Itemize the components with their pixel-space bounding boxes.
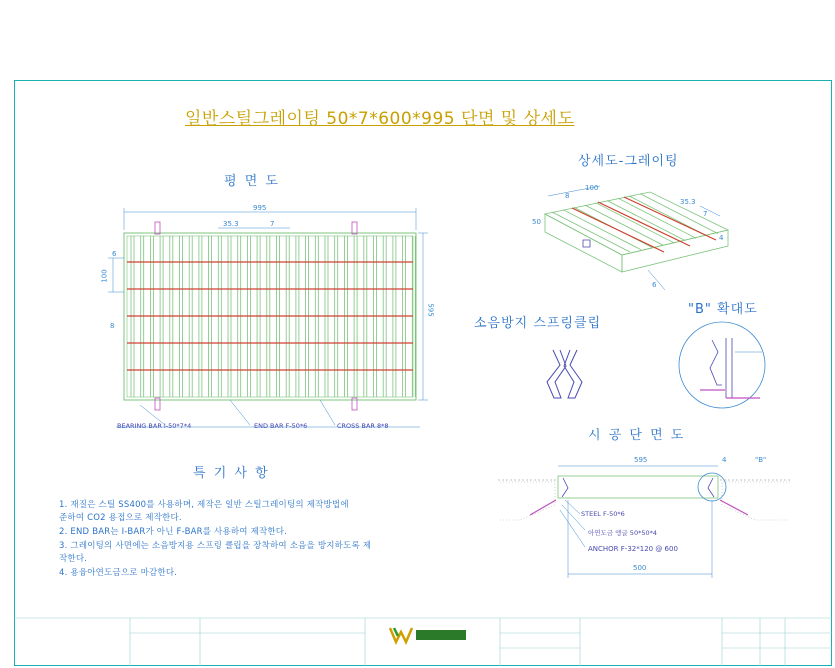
notes-title: 특 기 사 항 xyxy=(193,466,270,481)
detail-dim-35: 35.3 xyxy=(680,198,696,206)
clip-title: 소음방지 스프링클립 xyxy=(474,316,602,331)
title-block xyxy=(14,618,832,666)
plan-dim-cross-pitch: 100 xyxy=(100,269,109,283)
drawing-title: 일반스틸그레이팅 50*7*600*995 단면 및 상세도 xyxy=(185,109,575,129)
section-b-marker: "B" xyxy=(755,456,767,464)
section-dim-4: 4 xyxy=(722,456,727,464)
bearing-bar-label: BEARING BAR I-50*7*4 xyxy=(117,422,192,430)
detail-title: 상세도-그레이팅 xyxy=(578,154,679,169)
note-line-1: 1. 재질은 스틸 SS400를 사용하며, 제작은 일반 스틸그레이팅의 제작방법에 xyxy=(59,500,349,510)
steel-label: STEEL F-50*6 xyxy=(581,510,625,518)
construction-section xyxy=(498,466,790,578)
plan-dim-8: 8 xyxy=(110,322,115,330)
section-title: 시 공 단 면 도 xyxy=(588,428,686,443)
section-dim-595: 595 xyxy=(634,456,648,464)
plan-view-title: 평 면 도 xyxy=(224,174,280,189)
anchor-label: ANCHOR F-32*120 @ 600 xyxy=(588,545,678,553)
cross-bar-label: CROSS BAR 8*8 xyxy=(337,422,389,430)
note-line-6: 4. 용융아연도금으로 마감한다. xyxy=(59,568,178,578)
b-enlarge-detail xyxy=(679,322,765,408)
note-line-3: 2. END BAR는 I-BAR가 아닌 F-BAR를 사용하여 제작한다. xyxy=(59,527,288,537)
enlarge-title: "B" 확대도 xyxy=(688,302,758,317)
iso-bearing-bar xyxy=(585,205,663,245)
plan-view-grating xyxy=(124,222,416,410)
detail-dim-50: 50 xyxy=(532,218,541,226)
iso-bearing-bar xyxy=(596,203,674,243)
plan-dim-pitch: 35.3 xyxy=(223,220,239,228)
plan-dim-height: 595 xyxy=(426,303,435,317)
plan-dimension-lines xyxy=(108,208,428,427)
detail-isometric xyxy=(545,186,728,290)
detail-dim-6: 6 xyxy=(652,281,657,289)
detail-dim-8: 8 xyxy=(565,192,570,200)
angle-label: 아연도금 앵글 50*50*4 xyxy=(588,529,657,537)
note-line-2: 준하여 CO2 용접으로 제작한다. xyxy=(59,513,182,523)
iso-bearing-bar xyxy=(552,212,630,252)
end-bar-label: END BAR F-50*6 xyxy=(254,422,308,430)
plan-dim-bar: 7 xyxy=(270,220,275,228)
logo xyxy=(390,628,466,642)
plan-dim-small: 6 xyxy=(112,250,117,258)
iso-bearing-bar xyxy=(618,198,696,238)
spring-clip xyxy=(547,350,582,398)
detail-dim-100: 100 xyxy=(585,184,599,192)
note-line-5: 작한다. xyxy=(59,554,88,564)
detail-dim-4: 4 xyxy=(719,234,724,242)
detail-dim-7: 7 xyxy=(703,210,708,218)
section-dim-500: 500 xyxy=(633,564,647,572)
plan-dim-width: 995 xyxy=(253,204,267,212)
note-line-4: 3. 그레이팅의 사면에는 소음방지용 스프링 클립을 장착하여 소음을 방지하도록 제 xyxy=(59,541,372,551)
